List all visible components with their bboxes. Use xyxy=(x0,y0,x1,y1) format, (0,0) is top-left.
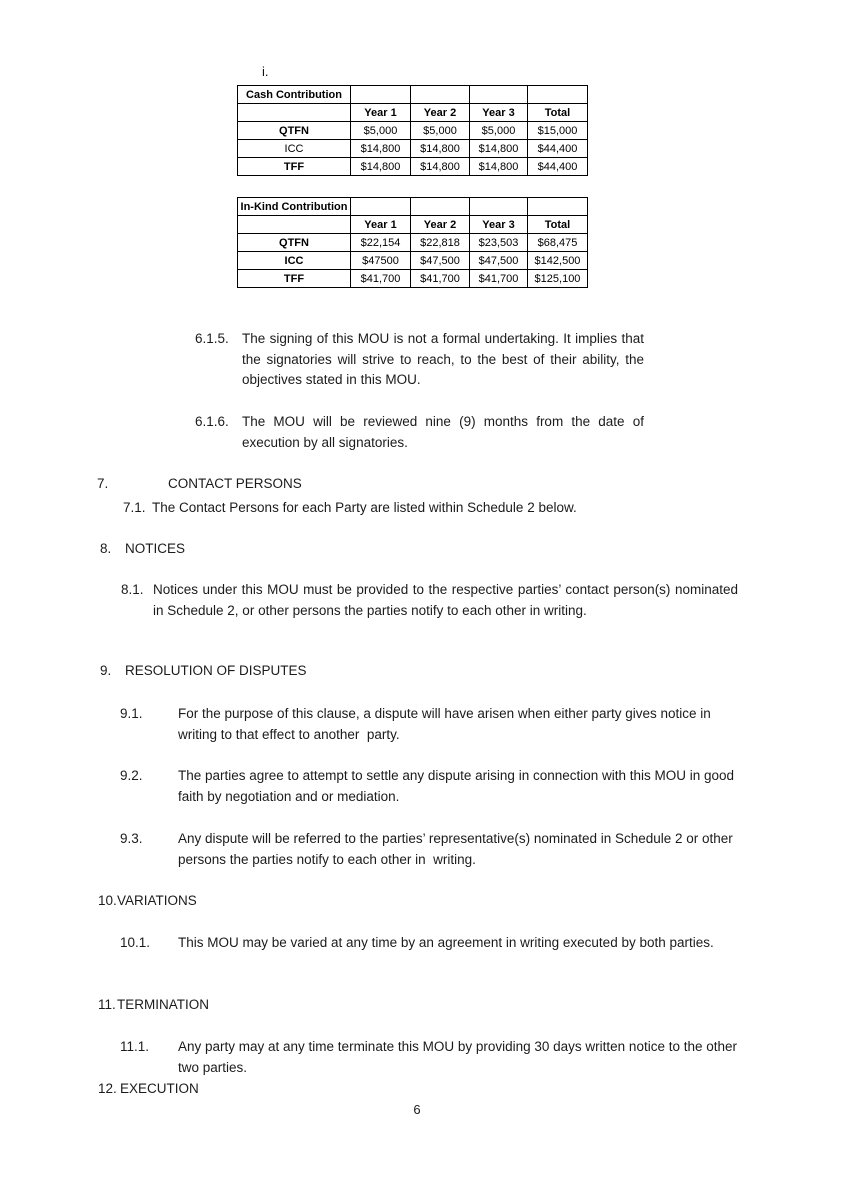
cell: $47,500 xyxy=(470,252,528,270)
cell: $68,475 xyxy=(528,234,588,252)
section-heading-10-variations xyxy=(98,891,197,912)
table-row xyxy=(238,252,588,270)
table-row xyxy=(238,234,588,252)
table-row xyxy=(238,270,588,288)
column-header: Year 3 xyxy=(470,216,528,234)
clause-text: Any party may at any time terminate this MOU by providing 30 days written notice to the other two parties. xyxy=(178,1039,738,1075)
column-header: Year 2 xyxy=(411,216,470,234)
table-title: In-Kind Contribution xyxy=(238,198,351,216)
clause-number: 8.1. xyxy=(121,582,144,597)
column-header: Year 3 xyxy=(470,104,528,122)
clause-number: 6.1.5. xyxy=(195,331,229,346)
section-title: VARIATIONS xyxy=(117,893,197,908)
table-title-row xyxy=(238,198,588,216)
column-header: Year 1 xyxy=(351,216,411,234)
clause-text: For the purpose of this clause, a dispute will have arisen when either party gives notice in writing to that effect to another party. xyxy=(178,706,715,742)
clause-number: 9.3. xyxy=(120,831,143,846)
clause-8-1 xyxy=(121,580,738,621)
clause-number: 7.1. xyxy=(123,500,146,515)
row-label: ICC xyxy=(238,252,351,270)
in-kind-contribution-table xyxy=(237,197,588,288)
cell: $14,800 xyxy=(470,158,528,176)
section-number: 7. xyxy=(97,476,109,491)
cell: $14,800 xyxy=(470,140,528,158)
empty-cell xyxy=(238,104,351,122)
clause-number: 10.1. xyxy=(120,935,151,950)
cell: $5,000 xyxy=(470,122,528,140)
section-heading-9-resolution-of-disputes xyxy=(100,661,307,682)
section-heading-8-notices xyxy=(100,539,185,560)
cell: $14,800 xyxy=(411,140,470,158)
section-number: 12. xyxy=(98,1081,117,1096)
cell: $22,154 xyxy=(351,234,411,252)
cell: $14,800 xyxy=(411,158,470,176)
clause-6-1-6 xyxy=(195,412,644,453)
empty-cell xyxy=(528,198,588,216)
clause-text: Any dispute will be referred to the parties’ representative(s) nominated in Schedule 2 or other persons the parties notify to each other in writing. xyxy=(178,831,737,867)
empty-cell xyxy=(528,86,588,104)
clause-11-1 xyxy=(120,1037,738,1078)
row-label: ICC xyxy=(238,140,351,158)
row-label: TFF xyxy=(238,270,351,288)
clause-text: The Contact Persons for each Party are listed within Schedule 2 below. xyxy=(152,500,577,515)
section-number: 10. xyxy=(98,893,117,908)
section-title: CONTACT PERSONS xyxy=(168,476,302,491)
clause-10-1 xyxy=(120,933,738,954)
clause-text: The MOU will be reviewed nine (9) months from the date of execution by all signatories. xyxy=(242,414,644,450)
cell: $125,100 xyxy=(528,270,588,288)
clause-text: This MOU may be varied at any time by an agreement in writing executed by both parties. xyxy=(178,935,714,950)
table-header-row xyxy=(238,104,588,122)
cell: $41,700 xyxy=(411,270,470,288)
table-title: Cash Contribution xyxy=(238,86,351,104)
clause-6-1-5 xyxy=(195,329,644,391)
cell: $41,700 xyxy=(351,270,411,288)
empty-cell xyxy=(411,198,470,216)
clause-number: 11.1. xyxy=(120,1039,150,1054)
empty-cell xyxy=(238,216,351,234)
empty-cell xyxy=(351,86,411,104)
row-label: TFF xyxy=(238,158,351,176)
cell: $47500 xyxy=(351,252,411,270)
column-header: Year 1 xyxy=(351,104,411,122)
section-heading-7-contact-persons xyxy=(97,474,302,495)
cell: $142,500 xyxy=(528,252,588,270)
cell: $44,400 xyxy=(528,158,588,176)
section-number: 8. xyxy=(100,541,112,556)
clause-text: The signing of this MOU is not a formal undertaking. It implies that the signatories will strive to reach, to the best of their ability, the objectives stated in this MOU. xyxy=(242,331,644,388)
cell: $14,800 xyxy=(351,158,411,176)
clause-number: 6.1.6. xyxy=(195,414,229,429)
row-label: QTFN xyxy=(238,122,351,140)
cell: $14,800 xyxy=(351,140,411,158)
list-marker-i: i. xyxy=(262,64,269,79)
cell: $47,500 xyxy=(411,252,470,270)
clause-number: 9.2. xyxy=(120,768,143,783)
column-header: Total xyxy=(528,104,588,122)
empty-cell xyxy=(351,198,411,216)
table-row xyxy=(238,140,588,158)
clause-text: The parties agree to attempt to settle any dispute arising in connection with this MOU in good faith by negotiation and or mediation. xyxy=(178,768,735,804)
section-title: TERMINATION xyxy=(117,997,209,1012)
section-title: EXECUTION xyxy=(120,1081,199,1096)
cash-contribution-table xyxy=(237,85,588,176)
clause-9-1 xyxy=(120,704,738,745)
column-header: Total xyxy=(528,216,588,234)
cell: $5,000 xyxy=(411,122,470,140)
section-heading-12-execution xyxy=(98,1079,199,1100)
clause-9-2 xyxy=(120,766,738,807)
section-number: 9. xyxy=(100,663,112,678)
clause-7-1 xyxy=(123,498,772,519)
cell: $22,818 xyxy=(411,234,470,252)
cell: $41,700 xyxy=(470,270,528,288)
table-title-row xyxy=(238,86,588,104)
cell: $44,400 xyxy=(528,140,588,158)
table-row xyxy=(238,122,588,140)
table-header-row xyxy=(238,216,588,234)
clause-text: Notices under this MOU must be provided to the respective parties’ contact person(s) nominated in Schedule 2, or other persons the parties notify to each other in writing. xyxy=(153,582,738,618)
cell: $23,503 xyxy=(470,234,528,252)
table-row xyxy=(238,158,588,176)
section-heading-11-termination xyxy=(98,995,209,1016)
empty-cell xyxy=(411,86,470,104)
clause-number: 9.1. xyxy=(120,706,143,721)
section-title: NOTICES xyxy=(125,541,186,556)
section-number: 11. xyxy=(98,997,116,1012)
column-header: Year 2 xyxy=(411,104,470,122)
row-label: QTFN xyxy=(238,234,351,252)
cell: $5,000 xyxy=(351,122,411,140)
section-title: RESOLUTION OF DISPUTES xyxy=(125,663,307,678)
empty-cell xyxy=(470,198,528,216)
page-number: 6 xyxy=(413,1102,421,1117)
empty-cell xyxy=(470,86,528,104)
cell: $15,000 xyxy=(528,122,588,140)
clause-9-3 xyxy=(120,829,738,870)
